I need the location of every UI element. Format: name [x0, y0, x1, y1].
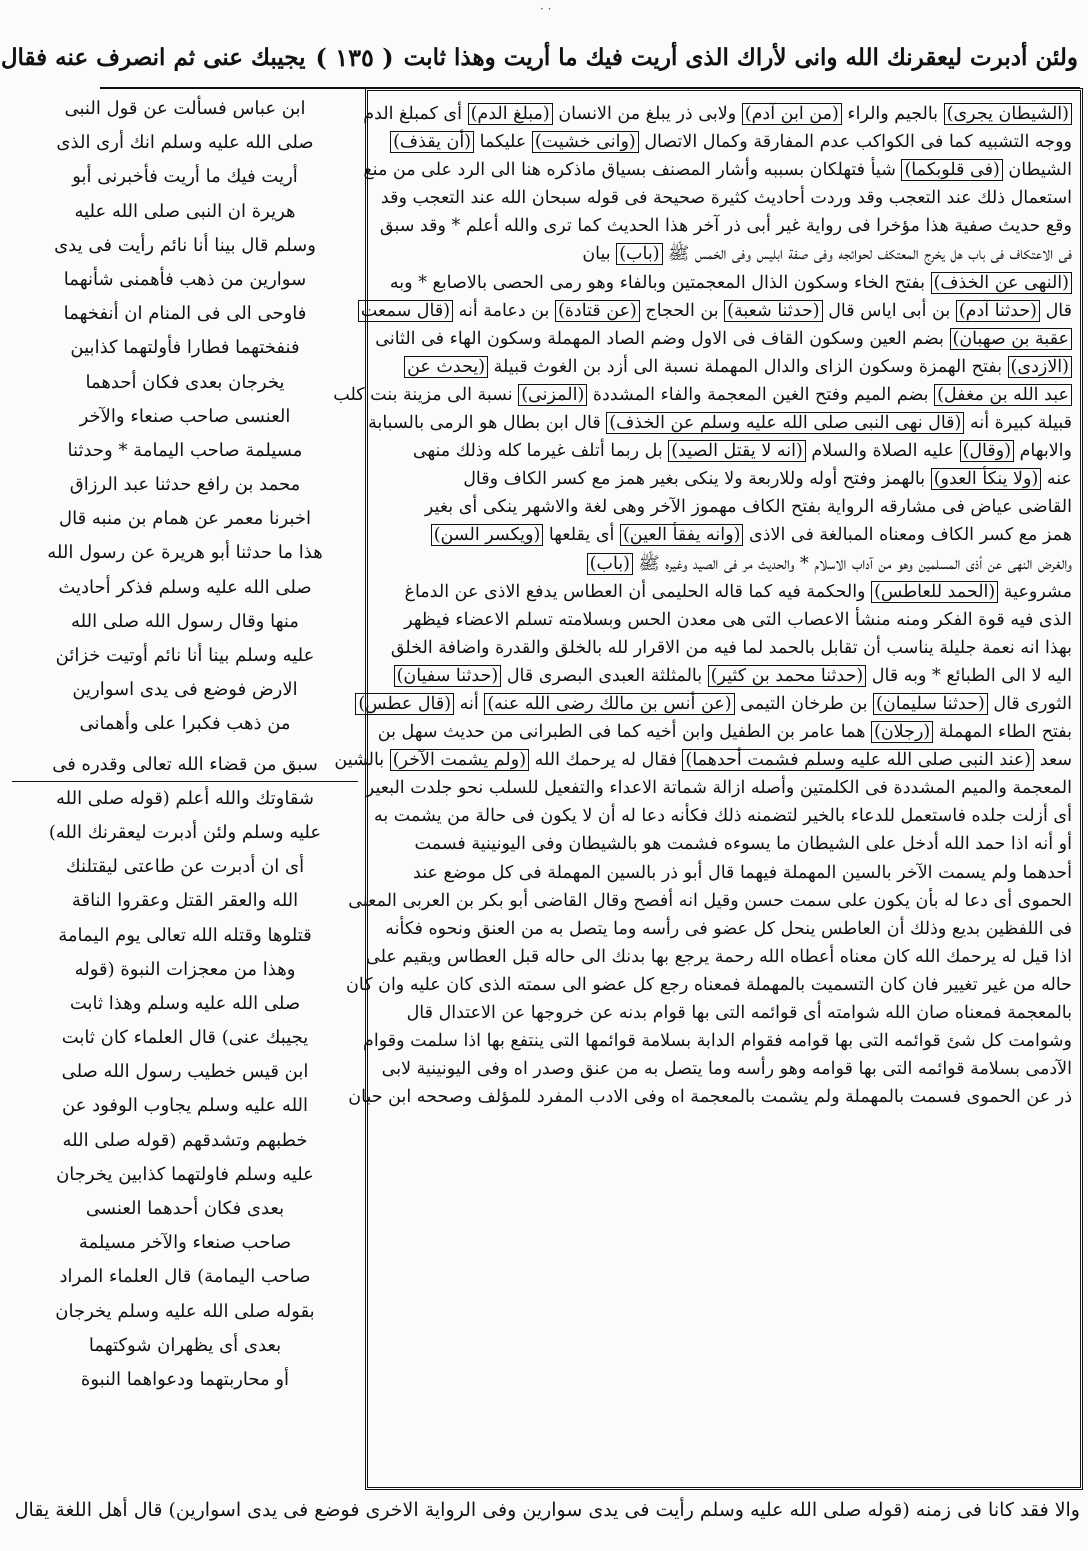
- lemma: (حدثنا آدم): [956, 300, 1040, 322]
- commentary-line: [360, 297, 1072, 325]
- margin-line: من ذهب فكبرا على وأهمانى: [79, 713, 291, 735]
- commentary-line: [372, 634, 1072, 662]
- margin-line: صلى الله عليه وسلم وهذا ثابت: [69, 992, 301, 1014]
- lemma: (عن قتادة): [555, 300, 640, 322]
- margin-line: قتلوها وقتله الله تعالى يوم اليمامة: [58, 924, 312, 946]
- margin-line: الارض فوضع فى يدى اسوارين: [72, 679, 298, 701]
- lemma: (من ابن آدم): [742, 103, 842, 125]
- commentary-segment: همز مع كسر الكاف ومعناه المبالغة فى الاذى: [743, 525, 1072, 546]
- commentary-segment: أنه: [454, 693, 485, 714]
- margin-line: مسيلمة صاحب اليمامة * وحدثنا: [67, 439, 303, 461]
- commentary-segment: أى يقلعها: [543, 525, 620, 546]
- commentary-line: [372, 493, 1072, 521]
- commentary-segment: أحدهما ولم يسمت الآخر بالسين المهملة فيهما قال أبو ذر بالسين المهملة فى كل موضع عند: [413, 862, 1072, 883]
- margin-line: هريرة ان النبى صلى الله عليه: [74, 200, 296, 222]
- header-right-text: ولئن أدبرت ليعقرنك الله وانى لأراك الذى أريت فيك ما أريت وهذا ثابت: [403, 43, 1078, 71]
- margin-line: أى ان أدبرت عن طاعتى ليقتلنك: [65, 856, 305, 878]
- commentary-segment: القاضى عياض فى مشارقه الرواية بفتح الكاف مهموز الآخر وهى لغة والاشهر ينكى أى بغير: [424, 497, 1072, 518]
- lemma: (وانى خشيت): [532, 131, 639, 153]
- footer-line: والا فقد كانا فى زمنه (قوله صلى الله عليه وسلم رأيت فى يدى سوارين وفى الرواية الاخرى فوضع فى يدى اسوارين) قال أهل اللغة يقال: [14, 1499, 1080, 1521]
- lemma: (حدثنا سفيان): [394, 665, 502, 687]
- lemma: (باب): [616, 243, 662, 265]
- commentary-line: [346, 971, 1072, 999]
- lemma: (أن يقذف): [390, 131, 474, 153]
- commentary-segment: الثورى قال: [987, 693, 1072, 714]
- commentary-line: [363, 1027, 1072, 1055]
- commentary-segment: بل ربما أتلف غيرما كله وذلك منهى: [412, 441, 669, 462]
- lemma: (النهى عن الخذف): [931, 272, 1073, 294]
- commentary-line: [372, 1055, 1072, 1083]
- margin-line: اخبرنا معمر عن همام بن منبه قال: [59, 508, 311, 530]
- commentary-segment: بهذا انه نعمة جليلة يناسب أن تقابل بالحمد لما فيه من الاقرار لله بالخلق والقدرة واضافة الخلق: [390, 637, 1072, 658]
- commentary-segment: بفتح الطاء المهملة: [933, 722, 1072, 743]
- margin-line: العنسى صاحب صنعاء والآخر: [79, 405, 291, 427]
- commentary-segment: اليه لا الى الطبائع * وبه قال: [866, 665, 1072, 686]
- margin-line: فنفختهما فطارا فأولتهما كذابين: [70, 337, 300, 359]
- commentary-line: [368, 409, 1072, 437]
- commentary-segment: عنه: [1041, 469, 1072, 490]
- margin-line: وهذا من معجزات النبوة (قوله: [74, 958, 296, 980]
- commentary-segment: أى كمبلغ الدم: [363, 104, 468, 124]
- commentary-segment: وشوامت كل شئ قوائمه التى بها قوامه فقوام الدابة بسلامة قوائمها التى ينتفع بها اذا سلمت وقوام: [363, 1031, 1072, 1052]
- lemma: (ولم يشمت الآخر): [390, 749, 529, 771]
- commentary-line: [365, 774, 1072, 802]
- margin-line: خطبهم وتشدقهم (قوله صلى الله: [62, 1129, 308, 1151]
- commentary-line: [372, 802, 1072, 830]
- commentary-segment: بضم العين وسكون القاف فى الاول وضم الصاد المهملة وسكون الهاء فى الثانى: [375, 328, 950, 349]
- lemma: (وانه يفقأ العين): [620, 524, 744, 546]
- commentary-segment: عليكما: [474, 132, 532, 153]
- commentary-segment: بالمعجمة فمعناه صان الله شوامته أى قوائمه التى بها قوام بدنه عن خروجها عن الاعتدال قال: [406, 1003, 1072, 1023]
- top-mark: · ·: [540, 2, 552, 16]
- commentary-line: [372, 269, 1072, 297]
- commentary-segment: بن أبى اياس قال: [822, 300, 956, 321]
- commentary-segment: الذى فيه قوة الفكر ومنه منشأ الاعصاب التى هى معدن الحس وبسلامته تسلم الاعضاء فيظهر: [404, 609, 1072, 630]
- commentary-segment: حاله من غير تغيير فان كان التسميت بالمهملة فمعناه رجع كل عضو الى سمته الذى كان عليه وان كان: [346, 974, 1072, 995]
- commentary-line: [372, 606, 1072, 634]
- margin-line: الله عليه وسلم يجاوب الوفود عن: [61, 1095, 309, 1117]
- commentary-segment: ولابى ذر يبلغ من الانسان: [552, 104, 742, 124]
- commentary-segment: فى اللفظين بديع وذلك أن العاطس ينحل كل عضو فى رأسه وما يتصل به من العنق ونحوه فكأنه: [385, 918, 1072, 939]
- commentary-segment: الآدمى بسلامة قوائمه التى بها قوامه وهو رأسه وما يتصل به من عنق وصدر اه وفى اليونينية لابى: [381, 1059, 1072, 1080]
- commentary-segment: بفتح الهمزة وسكون الزاى والدال المهملة نسبة الى أزد بن الغوث قبيلة: [488, 356, 1008, 377]
- margin-line: بعدى فكان أحدهما العنسى: [85, 1198, 285, 1219]
- lemma: (فى قلوبكما): [901, 159, 1002, 181]
- margin-line: وسلم قال بينا أنا نائم رأيت فى يدى: [54, 234, 316, 256]
- margin-line: بعدى أى يظهران شوكتهما: [88, 1334, 282, 1356]
- margin-line: ابن قيس خطيب رسول الله صلى: [61, 1061, 309, 1083]
- lemma: (قال نهى النبى صلى الله عليه وسلم عن الخذف): [606, 412, 964, 434]
- lemma: (الازدى): [1008, 356, 1072, 378]
- margin-text: [12, 92, 358, 1490]
- commentary-segment: أى أزلت جلده فاستعمل للدعاء بالخير لتضمنه ذلك فكأنه دعا له أن لا يكون فى حالة من يشمت به: [373, 806, 1072, 827]
- commentary-line: [333, 381, 1072, 409]
- commentary-line: [372, 999, 1072, 1027]
- margin-line: عليه وسلم ولئن أدبرت ليعقرنك الله): [48, 821, 322, 843]
- commentary-segment: بن الحجاج: [639, 300, 725, 321]
- commentary-segment: بيان: [582, 244, 617, 265]
- commentary-segment: المعجمة والميم المشددة فى الكلمتين وأصله ازالة شماتة الاعداء والتفعيل للسلب نحو جلدت البعير: [365, 778, 1072, 799]
- margin-line: صلى الله عليه وسلم انك أرى الذى: [56, 132, 314, 154]
- margin-divider: [12, 781, 358, 782]
- margin-line: سبق من قضاء الله تعالى وقدره فى: [52, 753, 318, 775]
- commentary-segment: ذر عن الحموى فسمت بالمهملة ولم يشمت بالمعجمة اه وفى الادب المفرد للمؤلف وصححه ابن حبان: [348, 1087, 1072, 1108]
- lemma: (حدثنا محمد بن كثير): [708, 665, 867, 687]
- commentary-text: [333, 100, 1072, 1485]
- margin-line: أو محاربتهما ودعواهما النبوة: [80, 1368, 290, 1390]
- margin-line: الله والعقر القتل وعقروا الناقة: [71, 890, 299, 912]
- lemma: (الشيطان يجرى): [944, 103, 1072, 125]
- commentary-line: [372, 662, 1072, 690]
- commentary-line: [372, 325, 1072, 353]
- commentary-segment: قال: [1040, 300, 1072, 321]
- commentary-line: [348, 887, 1072, 915]
- margin-line: عليه وسلم فاولتهما كذابين يخرجان: [56, 1163, 314, 1185]
- margin-line: صاحب اليمامة) قال العلماء المراد: [59, 1266, 311, 1288]
- margin-line: عليه وسلم بينا أنا نائم أوتيت خزائن: [55, 645, 315, 666]
- margin-line: صاحب صنعاء والآخر مسيلمة: [78, 1232, 292, 1254]
- margin-line: فاوحى الى فى المنام ان أنفخهما: [63, 303, 307, 325]
- lemma: (قال سمعت: [358, 300, 453, 322]
- commentary-line: [372, 859, 1072, 887]
- page-number: ( ١٣٥ ): [315, 42, 394, 72]
- commentary-segment: مشروعية: [998, 581, 1072, 602]
- margin-line: يخرجان بعدى فكان أحدهما: [85, 371, 285, 393]
- lemma: (ولا ينكأ العدو): [931, 468, 1042, 490]
- lemma: (قال عطس): [355, 693, 454, 715]
- lemma: (عن أنس بن مالك رضى الله عنه): [484, 693, 734, 715]
- commentary-line: [372, 240, 1072, 268]
- lemma: (عند النبى صلى الله عليه وسلم فشمت أحدهما): [682, 749, 1034, 771]
- commentary-segment: والغرض النهى عن أذى المسلمين وهو من آداب الاسلام * والحديث مر فى الصيد وغيره ﷺ: [632, 553, 1072, 574]
- commentary-segment: بفتح الخاء وسكون الذال المعجمتين وبالفاء وهو رمى الحصى بالاصابع * وبه: [389, 272, 931, 293]
- header-left-text: يجيبك عنى ثم انصرف عنه فقال: [0, 43, 306, 71]
- lemma: (ويكسر السن): [431, 524, 544, 546]
- commentary-segment: نسبة الى مزينة بنت كلب: [333, 384, 519, 405]
- lemma: (حدثنا سليمان): [873, 693, 988, 715]
- commentary-segment: بن طرخان التيمى: [734, 693, 874, 714]
- commentary-segment: الشيطان: [1002, 160, 1072, 181]
- commentary-segment: بالهمز وفتح أوله وللاربعة ولا ينكى بغير همز مع كسر الكاف وقال: [463, 469, 931, 490]
- margin-line: يجيبك عنى) قال العلماء كان ثابت: [61, 1027, 309, 1049]
- lemma: عقبة بن صهبان): [950, 328, 1073, 350]
- commentary-line: [372, 915, 1072, 943]
- commentary-segment: فى الاعتكاف فى باب هل يخرج المعتكف لحوائجه وفى صفة ابليس وفى الخمس ﷺ: [662, 244, 1072, 265]
- margin-line: سوارين من ذهب فأهمنى شأنهما: [63, 268, 307, 290]
- commentary-line: [372, 353, 1072, 381]
- commentary-segment: شيأ فتهلكان بسببه وأشار المصنف بسياق ماذكره هنا الى الرد على من منع: [363, 160, 902, 181]
- commentary-line: [372, 578, 1072, 606]
- commentary-line: [372, 184, 1072, 212]
- commentary-segment: والحكمة فيه كما قاله الحليمى أن العطاس يدفع الاذى عن الدماغ: [404, 581, 872, 602]
- commentary-segment: بالمثلثة العبدى البصرى قال: [501, 665, 708, 686]
- commentary-line: [372, 550, 1072, 578]
- lemma: (باب): [587, 553, 633, 575]
- commentary-line: [372, 128, 1072, 156]
- commentary-segment: الحموى أى دعا له بأن يكون على سمت حسن وقيل انه أفصح وقال القاضى أبو بكر بن العربى المعنى: [348, 890, 1072, 911]
- commentary-segment: أو أنه اذا حمد الله أدخل على الشيطان ما يسوءه فشمت هو بالشيطان وفى اليونينية فسمت: [414, 834, 1072, 855]
- lemma: (مبلغ الدم): [468, 103, 553, 125]
- commentary-segment: قال ابن بطال هو الرمى بالسبابة: [368, 413, 607, 434]
- commentary-segment: ووجه التشبيه كما فى الكواكب عدم المفارقة وكمال الاتصال: [638, 132, 1072, 153]
- commentary-line: [372, 830, 1072, 858]
- margin-line: شقاوتك والله أعلم (قوله صلى الله: [55, 787, 315, 809]
- margin-line: هذا ما حدثنا أبو هريرة عن رسول الله: [47, 542, 323, 564]
- commentary-segment: وقع حديث صفية هذا مؤخرا فى رواية غير أبى ذر آخر هذا الحديث كما ترى والله أعلم * وقد سبق: [379, 216, 1072, 237]
- commentary-segment: اذا قيل له يرحمك الله كان معناه أعطاه الله رحمة يرجع بها بدنك الى حاله قبل العطاس ويقيم على: [365, 946, 1072, 967]
- commentary-segment: والابهام: [1014, 441, 1072, 462]
- commentary-line: [363, 156, 1072, 184]
- margin-line: أريت فيك ما أريت فأخبرنى أبو: [72, 166, 298, 188]
- commentary-segment: سعد: [1034, 750, 1072, 771]
- commentary-line: [372, 521, 1072, 549]
- commentary-line: [365, 943, 1072, 971]
- lemma: (المزنى): [518, 384, 587, 406]
- lemma: عبد الله بن مغفل): [934, 384, 1072, 406]
- margin-line: محمد بن رافع حدثنا عبد الرزاق: [69, 474, 301, 496]
- lemma: (رجلان): [871, 721, 933, 743]
- commentary-segment: بن دعامة أنه: [453, 300, 555, 321]
- commentary-segment: بالشين: [334, 750, 390, 771]
- commentary-segment: قبيلة كبيرة أنه: [964, 413, 1072, 434]
- margin-line: ابن عباس فسألت عن قول النبى: [64, 98, 306, 119]
- commentary-line: [372, 212, 1072, 240]
- commentary-segment: عليه الصلاة والسلام: [805, 441, 960, 462]
- running-header: [0, 28, 1078, 86]
- lemma: (يحدث عن: [404, 356, 488, 378]
- margin-line: بقوله صلى الله عليه وسلم يخرجان: [55, 1300, 315, 1322]
- commentary-line: [348, 1083, 1072, 1111]
- commentary-line: [372, 718, 1072, 746]
- margin-line: منها وقال رسول الله صلى الله: [71, 610, 299, 632]
- commentary-line: [372, 437, 1072, 465]
- commentary-line: [334, 746, 1072, 774]
- lemma: (الحمد للعاطس): [871, 581, 998, 603]
- commentary-segment: فقال له يرحمك الله: [529, 750, 683, 771]
- commentary-segment: بالجيم والراء: [841, 104, 944, 124]
- lemma: (حدثنا شعبة): [724, 300, 822, 322]
- lemma: (وقال): [960, 440, 1015, 462]
- commentary-segment: استعمال ذلك عند التعجب وقد وردت أحاديث كثيرة صحيحة فى قوله سبحان الله عند التعجب وقد: [380, 188, 1072, 209]
- commentary-segment: هما عامر بن الطفيل وابن أخيه كما فى الطبرانى من حديث سهل بن: [377, 722, 871, 743]
- lemma: (انه لا يقتل الصيد): [668, 440, 806, 462]
- commentary-segment: بضم الميم وفتح الغين المعجمة والفاء المشددة: [587, 384, 935, 405]
- commentary-line: [372, 465, 1072, 493]
- commentary-line: [363, 100, 1072, 128]
- commentary-line: [358, 690, 1072, 718]
- margin-line: صلى الله عليه وسلم فذكر أحاديث: [58, 576, 312, 598]
